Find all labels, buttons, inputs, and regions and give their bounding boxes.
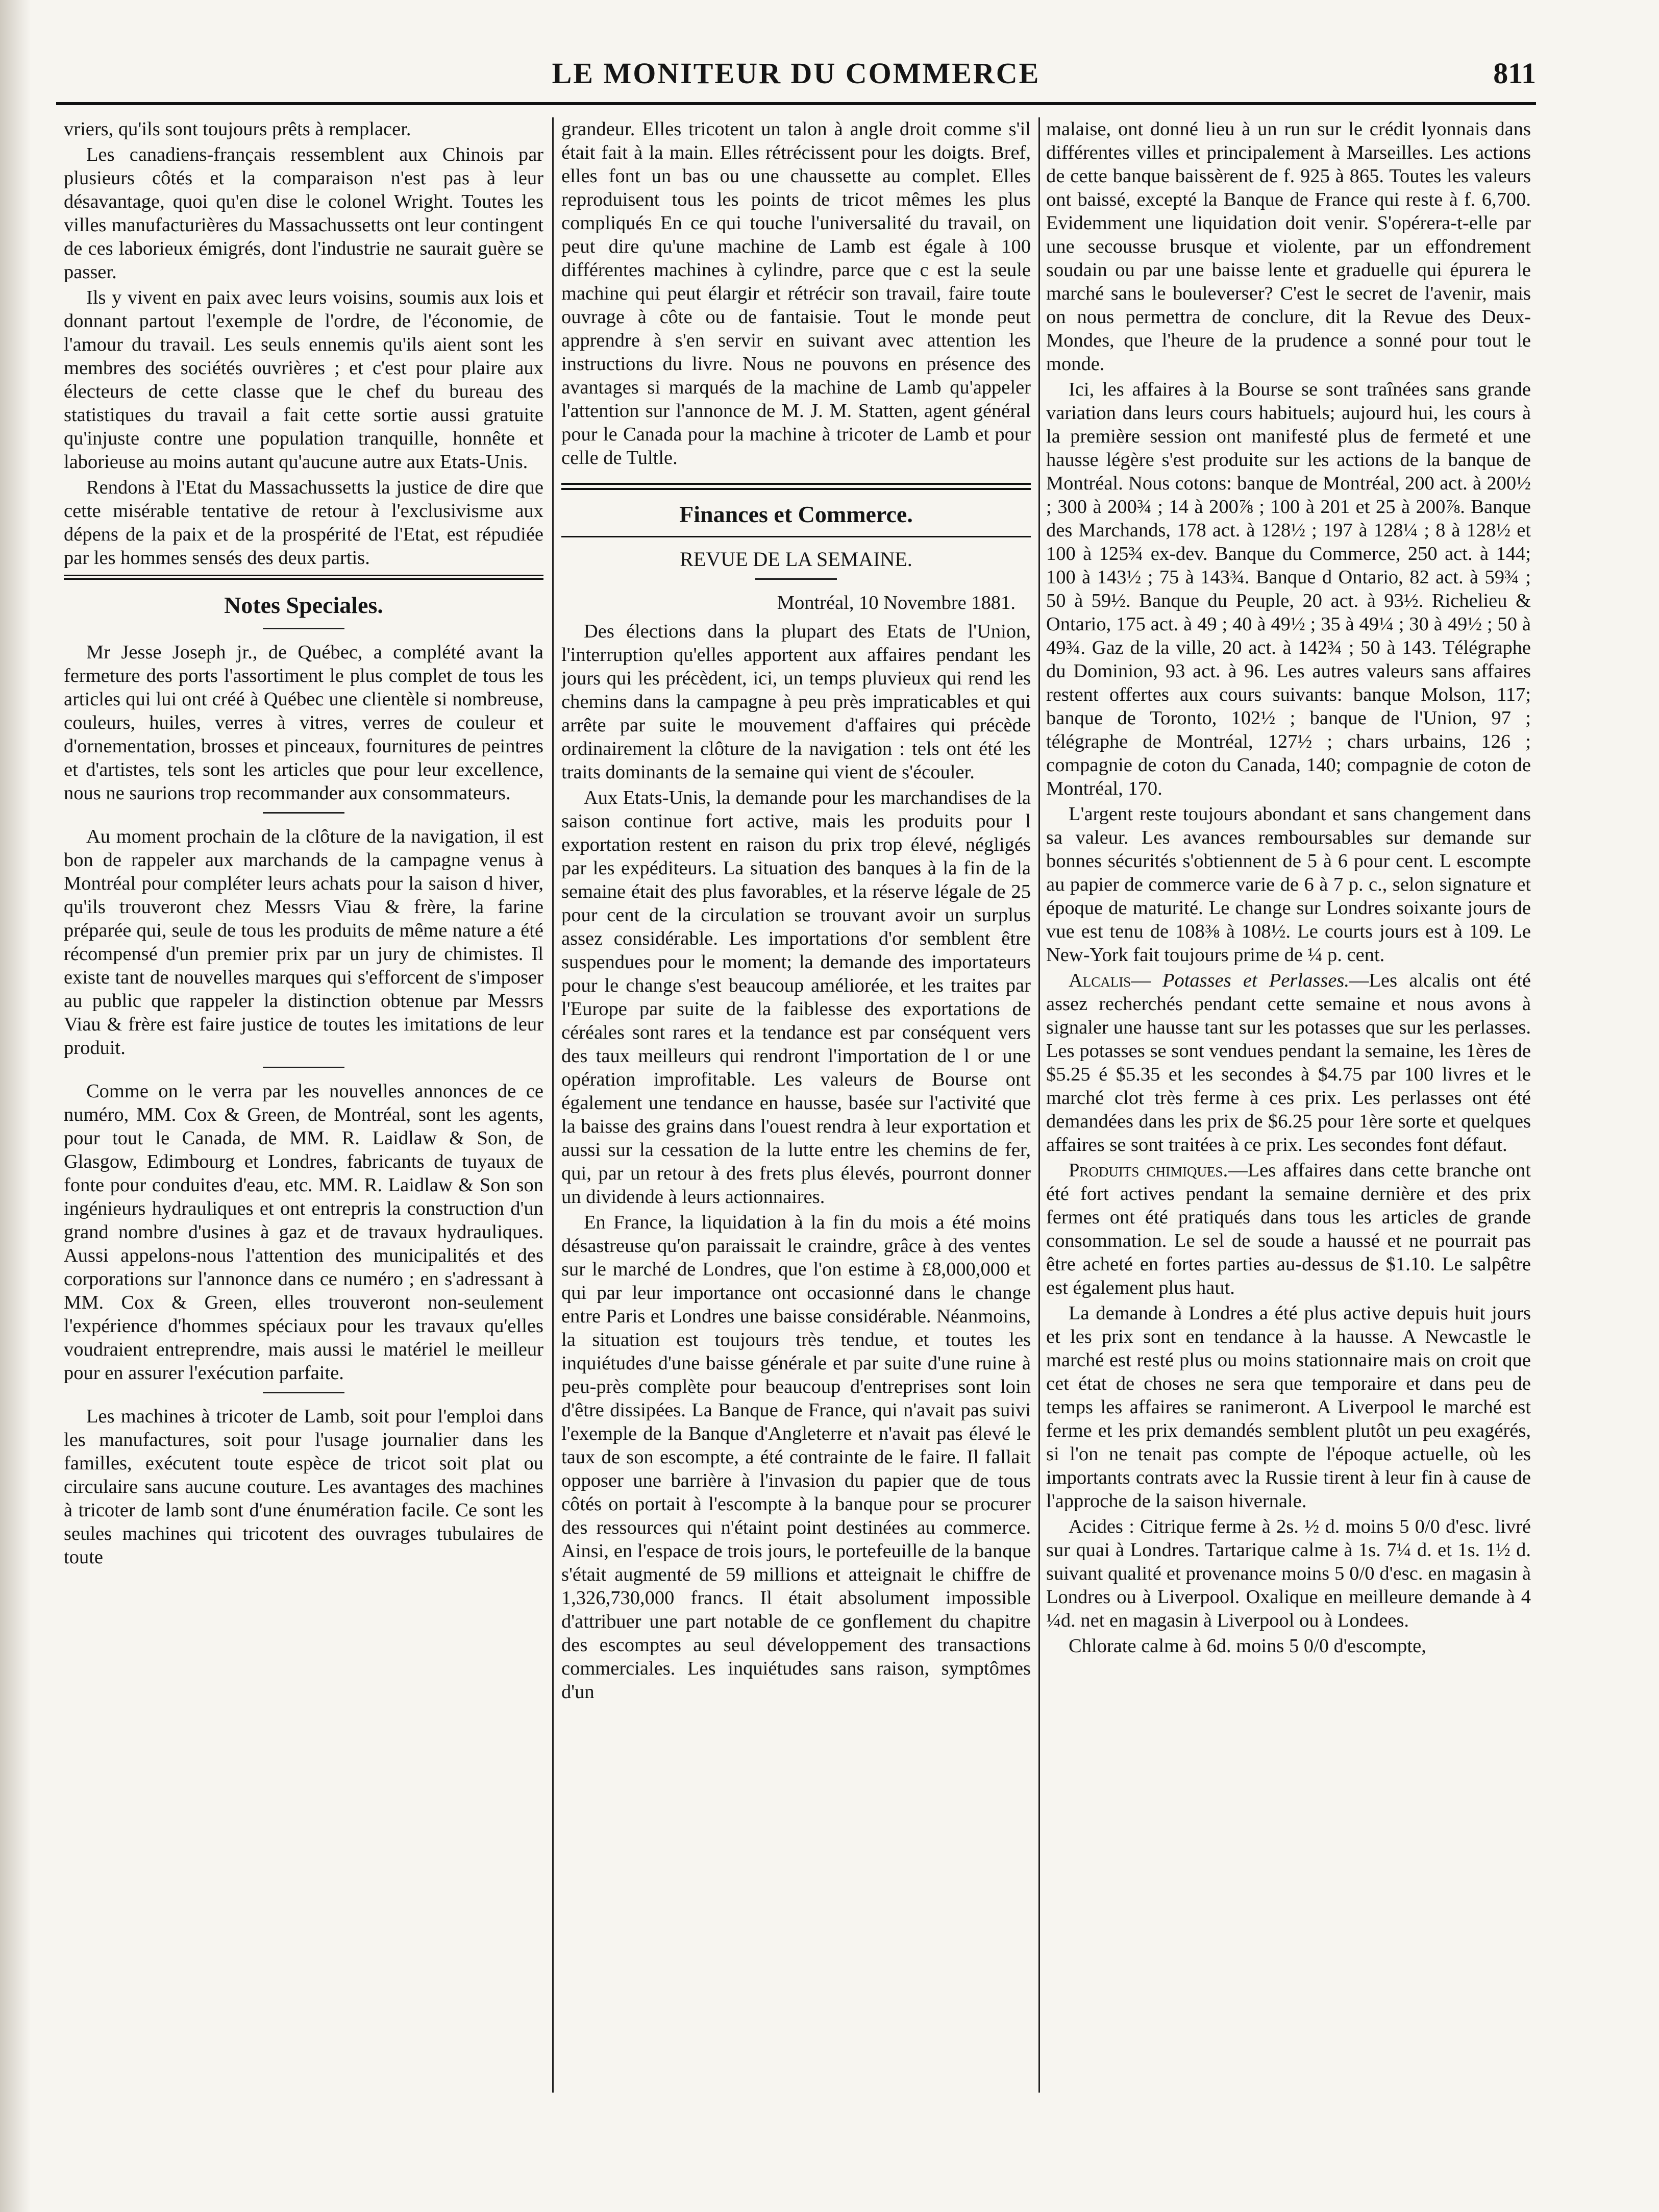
page-number: 811 xyxy=(1493,57,1536,90)
paragraph: En France, la liquidation à la fin du mois a été moins désastreuse qu'on paraissait le craindre, grâce à des ventes sur le marché de Londres, que l'on estime à £8,000,000 et qui par leur importance ont occasionné dans le change entre Paris et Londres une baisse considérable. Néanmoins, la situation est toujours très tendue, et toutes les inquiétudes d'une baisse générale et par suite d'une ruine à peu-près complète pour beaucoup d'entreprises sont loin d'être dissipées. La Banque de France, qui n'avait pas suivi l'exemple de la Banque d'Angleterre et n'avait pas élevé le taux de son escompte, a été contrainte de le faire. Il fallait opposer une barrière à l'invasion du papier que de tous côtés on portait à l'escompte à la banque pour se procurer des ressources qui n'étaint point destinées au commerce. Ainsi, en l'espace de trois jours, le portefeuille de la banque s'était augmenté de 59 millions et atteignait le chiffre de 1,326,730,000 francs. Il était absolument impossible d'attribuer une part notable de ce gonflement du chapitre des escomptes au seul développement des transactions commerciales. Les inquiétudes sans raison, symptômes d'un xyxy=(561,1212,1031,1703)
notice: Au moment prochain de la clôture de la navigation, il est bon de rappeler aux marchands de la campagne venus à Montréal pour compléter leurs achats pour la saison d hiver, qu'ils trouveront chez Messrs Viau & frère, la farine préparée qui, seule de tous les produits de même nature a été récompensé d'un premier prix par un jury de chimistes. Il existe tant de nouvelles marques qui s'efforcent de s'imposer au public que rappeler la distinction obtenue par Messrs Viau & frère est faire justice de toutes les imitations de leur produit. xyxy=(64,826,543,1059)
short-rule xyxy=(263,812,344,814)
notice: Comme on le verra par les nouvelles annonces de ce numéro, MM. Cox & Green, de Montréal, sont les agents, pour tout le Canada, de MM. R. Laidlaw & Son, de Glasgow, Edimbourg et Londres, fabricants de tuyaux de fonte pour conduites d'eau, etc. MM. R. Laidlaw & Son son ingénieurs hydrauliques et ont entrepris la construction d'un grand nombre d'usines à gaz et de travaux hydrauliques. Aussi appelons-nous l'attention des municipalités et des corporations sur l'annonce dans ce numéro ; en s'adressant à MM. Cox & Green, elles trouveront non-seulement l'expérience d'hommes spéciaux pour les travaux qu'elles voudraient entreprendre, mais aussi le matériel le meilleur pour en assurer l'exécution parfaite. xyxy=(64,1080,543,1384)
paragraph-text: —Les affaires dans cette branche ont été fort actives pendant la semaine dernière et des prix fermes ont été pratiqués dans tous les articles de grande consommation. Le sel de soude a haussé et ne pourrait pas être acheté en fortes parties au-dessus de $1.10. Le salpêtre est également plus haut. xyxy=(1046,1160,1531,1298)
paragraph: Les canadiens-français ressemblent aux Chinois par plusieurs côtés et la comparaison n'est pas à leur désavantage, quoi qu'en dise le colonel Wright. Toutes les villes manufacturières du Massachussetts ont leur contingent de ces laborieux émigrés, dont l'industrie ne saurait guère se passer. xyxy=(64,144,543,283)
dateline: Montréal, 10 Novembre 1881. xyxy=(777,592,1016,613)
scan-edge-shadow xyxy=(0,0,31,2212)
paragraph: Chlorate calme à 6d. moins 5 0/0 d'escompte, xyxy=(1069,1635,1426,1657)
column-divider-1 xyxy=(552,117,554,2093)
column-divider-2 xyxy=(1038,117,1040,2093)
paragraph: vriers, qu'ils sont toujours prêts à remplacer. xyxy=(64,118,411,140)
newspaper-title: LE MONITEUR DU COMMERCE xyxy=(552,57,1041,90)
section-rule xyxy=(64,575,543,580)
paragraph: malaise, ont donné lieu à un run sur le crédit lyonnais dans différentes villes et principalement à Marseilles. Les actions de cette banque baissèrent de f. 925 à 865. Toutes les valeurs ont baissé, excepté la Banque de France qui reste à f. 6,700. Evidemment une liquidation doit venir. S'opérera-t-elle par une secousse brusque et violente, par un effondrement soudain ou par une baisse lente et graduelle qui épurera le marché sans le bouleverser? C'est le secret de l'avenir, mais on nous permettra de conclure, dit la Revue des Deux-Mondes, que l'heure de la prudence a sonné pour tout le monde. xyxy=(1046,118,1531,375)
paragraph: grandeur. Elles tricotent un talon à angle droit comme s'il était fait à la main. Elles rétrécissent pour les doigts. Bref, elles font un bas ou une chaussette au complet. Elles reproduisent tous les points de tricot mêmes les plus compliqués En ce qui touche l'universalité du travail, on peut dire qu'une machine de Lamb est égale à 100 différentes machines à cylindre, parce que c est la seule machine qui peut élargir et rétrécir son travail, faire toute ouvrage à côte ou de fantaisie. Tout le monde peut apprendre à s'en servir en suivant avec attention les instructions du livre. Nous ne pouvons en présence des avantages si marqués de la machine de Lamb qu'appeler l'attention sur l'annonce de M. J. M. Statten, agent général pour le Canada pour la machine à tricoter de Lamb et pour celle de Tultle. xyxy=(561,118,1031,469)
notice: Les machines à tricoter de Lamb, soit pour l'emploi dans les manufactures, soit pour l'usage journalier dans les familles, exécutent toute espèce de tricot soit plat ou circulaire sans aucune couture. Les avantages des machines à tricoter de lamb sont d'une énumération facile. Ce sont les seules machines qui tricotent des ouvrages tubulaires de toute xyxy=(64,1406,543,1568)
short-rule xyxy=(263,628,344,629)
column-2 xyxy=(561,117,1031,2108)
paragraph: Acides : Citrique ferme à 2s. ½ d. moins 5 0/0 d'esc. livré sur quai à Londres. Tartarique calme à 1s. 7¼ d. et 1s. 1½ d. suivant qualité et provenance moins 5 0/0 d'esc. en magasin à Londres ou à Liverpool. Oxalique en meilleure demande à 4 ¼d. net en magasin à Liverpool ou à Londees. xyxy=(1046,1516,1531,1631)
section-heading-finance: Finances et Commerce. xyxy=(679,501,913,527)
masthead xyxy=(56,56,1536,105)
paragraph-alcalis xyxy=(1046,969,1531,1157)
paragraph-text: —Les alcalis ont été assez recherchés pendant cette semaine et nous avons à signaler une hausse tant sur les potasses que sur les perlasses. Les potasses se sont vendues pendant la semaine, les 1ères de $5.25 é $5.35 et les secondes à $4.75 par 100 livres et le marché clot très ferme à ces prix. Les perlasses ont été demandées dans les prix de $6.25 pour 1ère sorte et quelques affaires se sont traitées à ce prix. Les secondes font défaut. xyxy=(1046,970,1531,1156)
column-1 xyxy=(64,117,543,2108)
label-potasses: Potasses et Perlasses. xyxy=(1162,970,1350,991)
short-rule xyxy=(263,1392,344,1393)
heading-rule xyxy=(561,536,1031,537)
section-heading-notes: Notes Speciales. xyxy=(224,592,383,618)
label-chemicals: Produits chimiques. xyxy=(1069,1160,1228,1181)
paragraph: L'argent reste toujours abondant et sans changement dans sa valeur. Les avances remboursables sur demande sur bonnes sécurités s'obtiennent de 5 à 6 pour cent. L escompte au papier de commerce varie de 6 à 7 p. c., selon signature et époque de maturité. Le change sur Londres soixante jours de vue est tenu de 108⅜ à 108½. Le courts jours est à 109. Le New-York fait toujours prime de ¼ p. cent. xyxy=(1046,803,1531,966)
section-rule xyxy=(561,483,1031,490)
short-rule xyxy=(755,578,837,580)
column-3 xyxy=(1046,117,1531,2108)
notice: Mr Jesse Joseph jr., de Québec, a complété avant la fermeture des ports l'assortiment le plus complet de tous les articles qui lui ont créé à Québec une clientèle si nombreuse, couleurs, huiles, verres à vitres, verres de couleur et d'ornementation, brosses et pinceaux, fournitures de peintres et d'artistes, tels sont les articles que pour leur excellence, nous ne saurions trop recommander aux consommateurs. xyxy=(64,642,543,804)
paragraph-chemicals xyxy=(1046,1159,1531,1299)
label-alcalis: Alcalis— xyxy=(1069,970,1162,991)
paragraph: Des élections dans la plupart des Etats de l'Union, l'interruption qu'elles apportent aux affaires pendant les jours qui les précèdent, ici, un temps pluvieux qui rend les chemins dans la campagne à peu près impraticables et qui arrête par suite le mouvement d'affaires qui précède ordinairement la clôture de la navigation : tels ont été les traits dominants de la semaine qui vient de s'écouler. xyxy=(561,621,1031,783)
paragraph: Rendons à l'Etat du Massachussetts la justice de dire que cette misérable tentative de retour à l'exclusivisme aux dépens de la paix et de la prospérité de l'Etat, est répudiée par les hommes sensés des deux partis. xyxy=(64,477,543,569)
subheading-review: REVUE DE LA SEMAINE. xyxy=(680,548,912,571)
paragraph: Ils y vivent en paix avec leurs voisins, soumis aux lois et donnant partout l'exemple de l'ordre, de l'économie, de l'amour du travail. Les seuls ennemis qu'ils aient sont les membres des sociétés ouvrières ; et c'est pour plaire aux électeurs de cette classe que le chef du bureau des statistiques du travail a fait cette sortie aussi gratuite qu'injuste contre une population tranquille, honnête et laborieuse au moins autant qu'aucune autre aux Etats-Unis. xyxy=(64,287,543,473)
short-rule xyxy=(263,1067,344,1068)
paragraph: Aux Etats-Unis, la demande pour les marchandises de la saison continue fort active, mais les produits pour l exportation restent en raison du prix trop élevé, négligés par les expéditeurs. La situation des banques à la fin de la semaine était des plus favorables, et la réserve légale de 25 pour cent de la circulation se trouvant avoir un surplus assez considérable. Les importations d'or semblent être suspendues pour le moment; la demande des importateurs pour le change s'est beaucoup améliorée, et les traites par l'Europe par suite de la faiblesse des exportations de céréales sont rares et la tendance est par conséquent vers des taux meilleurs qui rendront l'importation de l or une opération improfitable. Les valeurs de Bourse ont également une tendance en hausse, basée sur l'activité que la baisse des grains dans l'ouest rendra à leur exportation et aussi sur la cessation de la lutte entre les chemins de fer, qui, par un retour à des frets plus élevés, pourront donner un dividende à leurs actionnaires. xyxy=(561,787,1031,1208)
paragraph: Ici, les affaires à la Bourse se sont traînées sans grande variation dans leurs cours habituels; aujourd hui, les cours à la première session ont manifesté plus de fermeté et une hausse légère s'est produite sur les actions de la banque de Montréal. Nous cotons: banque de Montréal, 200 act. à 200½ ; 300 à 200¾ ; 14 à 200⅞ ; 100 à 201 et 25 à 200⅞. Banque des Marchands, 178 act. à 128½ ; 197 à 128¼ ; 8 à 128½ et 100 à 125¾ ex-dev. Banque du Commerce, 250 act. à 144; 100 à 143½ ; 75 à 143¾. Banque d Ontario, 82 act. à 59¾ ; 50 à 59½. Banque du Peuple, 20 act. à 93½. Richelieu & Ontario, 175 act. à 49 ; 40 à 49½ ; 35 à 49¼ ; 30 à 49½ ; 50 à 49¾. Gaz de la ville, 20 act. à 142¾ ; 50 à 143. Télégraphe du Dominion, 93 act. à 96. Les autres valeurs sans affaires restent offertes aux cours suivants: banque Molson, 117; banque de Toronto, 102½ ; banque de l'Union, 97 ; télégraphe de Montréal, 127½ ; chars urbains, 126 ; compagnie de coton du Canada, 140; compagnie de coton de Montréal, 170. xyxy=(1046,379,1531,799)
paragraph: La demande à Londres a été plus active depuis huit jours et les prix sont en tendance à la hausse. A Newcastle le marché est resté plus ou moins stationnaire mais on croit que cet état de choses ne sera que temporaire et dans peu de temps les affaires se ranimeront. A Liverpool le marché est ferme et les prix demandés semblent plutôt un peu exagérés, si l'on ne tenait pas compte de l'époque actuelle, où les importants contrats avec la Russie tirent à leur fin à cause de l'approche de la saison hivernale. xyxy=(1046,1302,1531,1512)
